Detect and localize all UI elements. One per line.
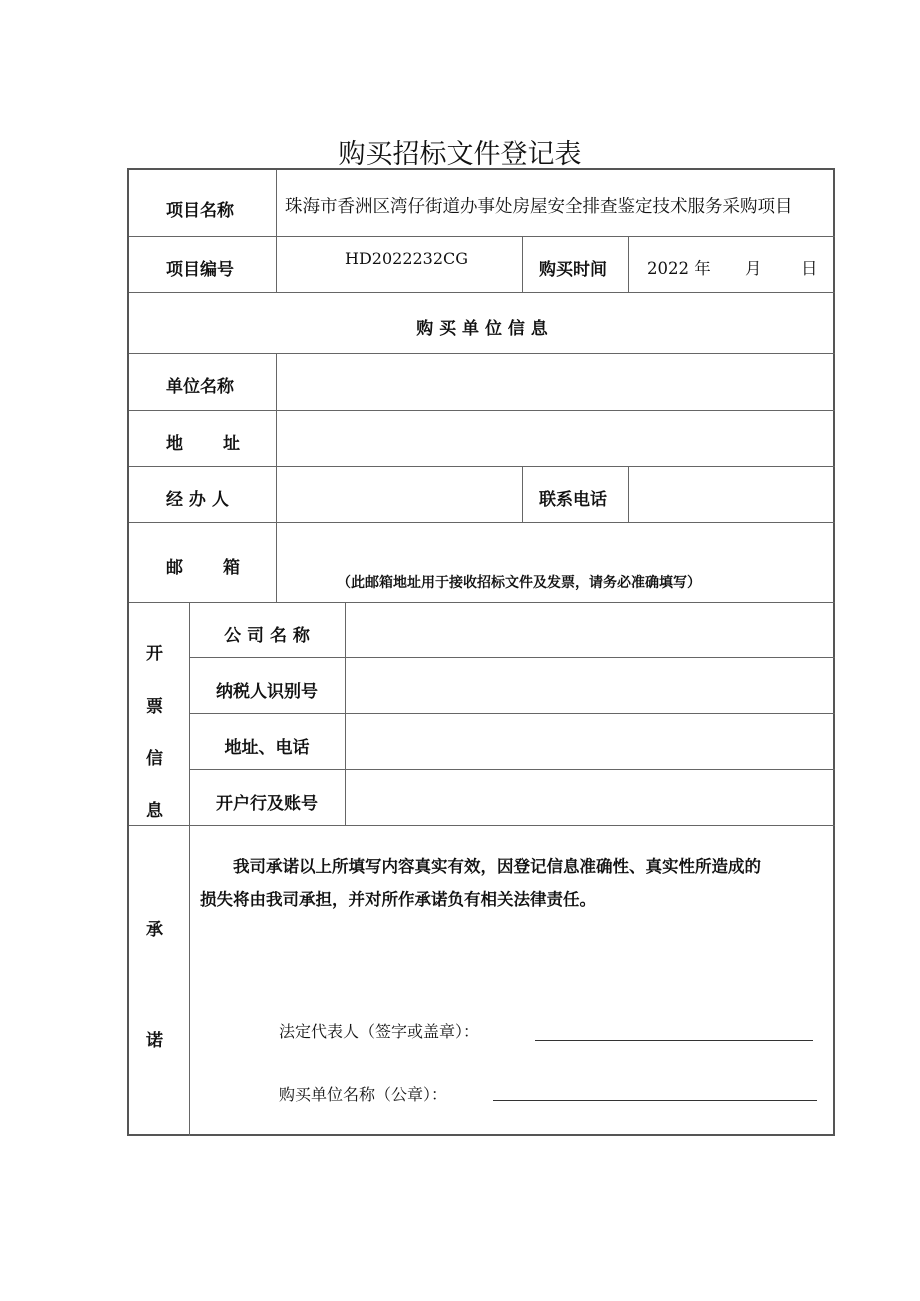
invoice-address-phone-label: 地址、电话 xyxy=(224,738,310,758)
column-divider xyxy=(628,466,629,522)
invoice-group-char: 票 xyxy=(146,697,163,717)
unit-name-label: 单位名称 xyxy=(166,377,234,397)
purchase-time-year: 2022 年 xyxy=(647,259,711,278)
purchase-time-day: 日 xyxy=(801,259,818,278)
tax-id-label: 纳税人识别号 xyxy=(216,682,318,702)
buyer-name-seal-label: 购买单位名称（公章）： xyxy=(279,1085,448,1104)
row-divider xyxy=(129,522,835,523)
pledge-text-line-2: 损失将由我司承担，并对所作承诺负有相关法律责任。 xyxy=(200,890,596,909)
pledge-group-char: 诺 xyxy=(146,1031,163,1051)
row-divider xyxy=(129,410,835,411)
company-name-field[interactable] xyxy=(348,605,833,655)
registration-form xyxy=(127,168,835,1136)
invoice-group-char: 信 xyxy=(146,749,163,769)
invoice-address-phone-field[interactable] xyxy=(348,716,833,767)
row-divider xyxy=(189,769,835,770)
row-divider xyxy=(189,657,835,658)
document-title: 购买招标文件登记表 xyxy=(338,139,582,170)
address-label-second: 址 xyxy=(223,434,240,454)
contact-phone-field[interactable] xyxy=(631,469,833,520)
column-divider xyxy=(628,236,629,292)
pledge-text-line-1: 我司承诺以上所填写内容真实有效，因登记信息准确性、真实性所造成的 xyxy=(233,857,761,876)
buyer-name-seal-line[interactable] xyxy=(493,1100,817,1101)
email-label-second: 箱 xyxy=(223,558,240,578)
contact-phone-label: 联系电话 xyxy=(539,490,607,510)
pledge-group-char: 承 xyxy=(146,920,163,940)
bank-account-label: 开户行及账号 xyxy=(216,794,318,814)
project-name-value: 珠海市香洲区湾仔街道办事处房屋安全排查鉴定技术服务采购项目 xyxy=(285,197,793,217)
invoice-group-char: 息 xyxy=(146,801,163,821)
invoice-group-char: 开 xyxy=(146,644,163,664)
row-divider xyxy=(189,713,835,714)
address-label-first: 地 xyxy=(166,434,183,454)
column-divider xyxy=(276,353,277,602)
buyer-section-title: 购 买 单 位 信 息 xyxy=(416,319,548,339)
column-divider xyxy=(522,236,523,292)
legal-representative-signature-line[interactable] xyxy=(535,1040,813,1041)
legal-representative-label: 法定代表人（签字或盖章）： xyxy=(279,1022,480,1041)
project-name-label: 项目名称 xyxy=(166,201,234,221)
contact-person-label: 经 办 人 xyxy=(166,490,229,510)
row-divider xyxy=(129,466,835,467)
project-number-label: 项目编号 xyxy=(166,260,234,280)
contact-person-field[interactable] xyxy=(279,469,520,520)
email-field[interactable] xyxy=(279,525,833,573)
bank-account-field[interactable] xyxy=(348,772,833,823)
row-divider xyxy=(129,236,835,237)
purchase-time-month: 月 xyxy=(745,259,762,278)
row-divider xyxy=(129,353,835,354)
purchase-time-label: 购买时间 xyxy=(539,260,607,280)
address-field[interactable] xyxy=(279,413,833,464)
company-name-label: 公 司 名 称 xyxy=(224,626,310,646)
row-divider xyxy=(129,825,835,826)
tax-id-field[interactable] xyxy=(348,660,833,711)
row-divider xyxy=(129,292,835,293)
column-divider xyxy=(345,602,346,825)
email-label-first: 邮 xyxy=(166,558,183,578)
column-divider xyxy=(276,170,277,292)
email-note: （此邮箱地址用于接收招标文件及发票，请务必准确填写） xyxy=(337,575,701,591)
row-divider xyxy=(129,602,835,603)
column-divider xyxy=(522,466,523,522)
unit-name-field[interactable] xyxy=(279,356,833,408)
project-number-value: HD2022232CG xyxy=(345,249,469,268)
